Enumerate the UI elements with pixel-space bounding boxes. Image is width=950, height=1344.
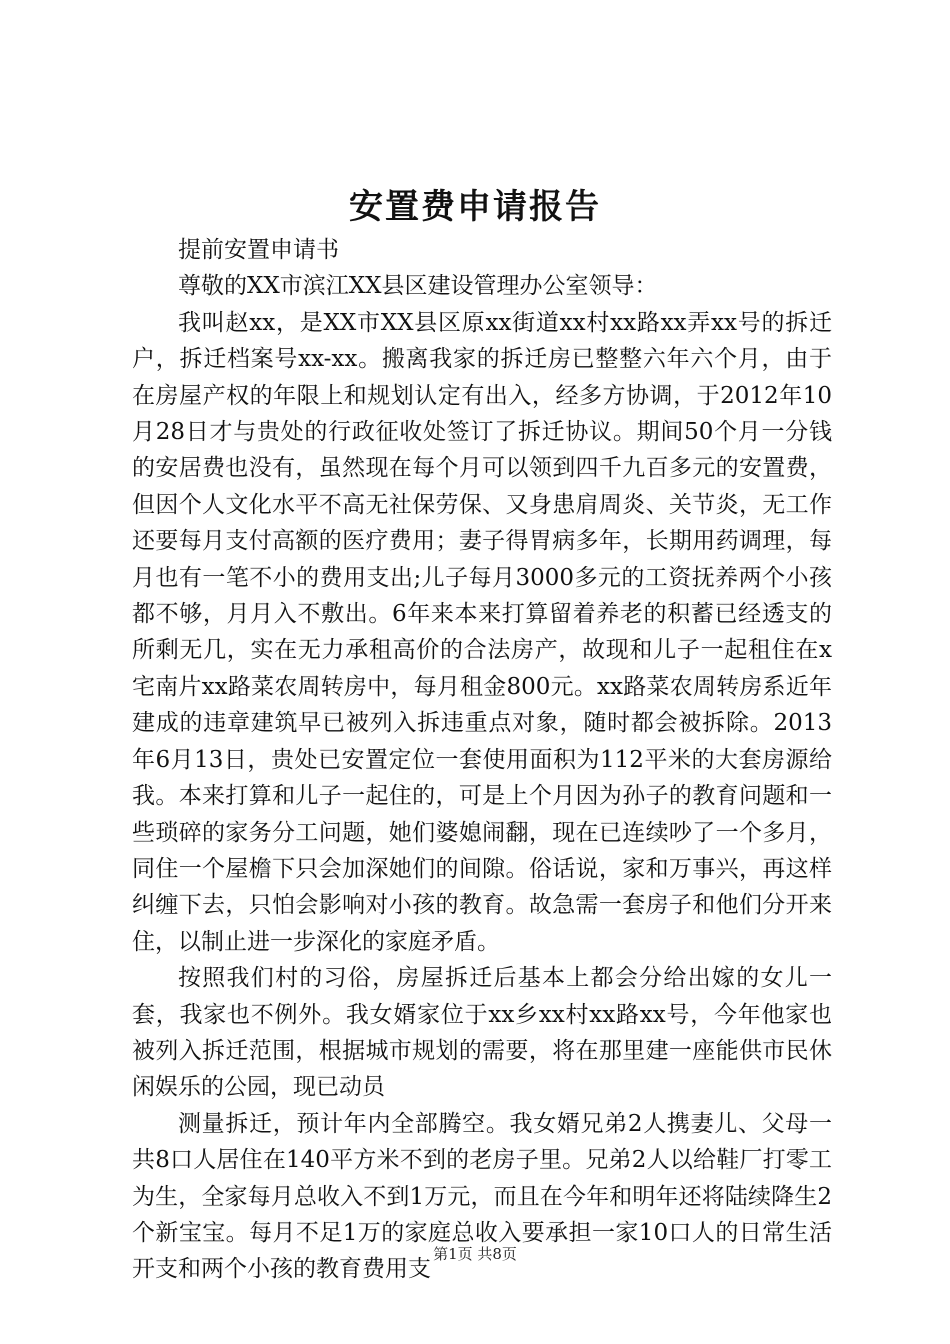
paragraph-heading: 提前安置申请书 (178, 237, 339, 263)
document-body (132, 232, 832, 1288)
paragraph-body-1: 我叫赵xx，是XX市XX县区原xx街道xx村xx路xx弄xx号的拆迁户，拆迁档案号xx-xx。搬离我家的拆迁房已整整六年六个月，由于在房屋产权的年限上和规划认定有出入，经多方协调，于2012年10月28日才与贵处的行政征收处签订了拆迁协议。期间50个月一分钱的安居费也没有，虽然现在每个月可以领到四千九百多元的安置费，但因个人文化水平不高无社保劳保、又身患肩周炎、关节炎，无工作还要每月支付高额的医疗费用；妻子得胃病多年，长期用药调理，每月也有一笔不小的费用支出;儿子每月3000多元的工资抚养两个小孩都不够，月月入不敷出。6年来本来打算留着养老的积蓄已经透支的所剩无几，实在无力承租高价的合法房产，故现和儿子一起租住在x宅南片xx路菜农周转房中，每月租金800元。xx路菜农周转房系近年建成的违章建筑早已被列入拆违重点对象，随时都会被拆除。2013年6月13日，贵处已安置定位一套使用面积为112平米的大套房源给我。本来打算和儿子一起住的，可是上个月因为孙子的教育问题和一些琐碎的家务分工问题，她们婆媳闹翻，现在已连续吵了一个多月，同住一个屋檐下只会加深她们的间隙。俗话说，家和万事兴，再这样纠缠下去，只怕会影响对小孩的教育。故急需一套房子和他们分开来住，以制止进一步深化的家庭矛盾。 (132, 309, 832, 955)
document-title: 安置费申请报告 (349, 187, 601, 227)
paragraph-body-2: 按照我们村的习俗，房屋拆迁后基本上都会分给出嫁的女儿一套，我家也不例外。我女婿家位于xx乡xx村xx路xx号，今年他家也被列入拆迁范围，根据城市规划的需要，将在那里建一座能供市民休闲娱乐的公园，现已动员 (132, 965, 832, 1101)
paragraph-salutation: 尊敬的XX市滨江XX县区建设管理办公室领导： (178, 273, 658, 300)
page-number-footer: 第1页 共8页 (433, 1245, 517, 1263)
paragraph-body-3: 测量拆迁，预计年内全部腾空。我女婿兄弟2人携妻儿、父母一共8口人居住在140平方米不到的老房子里。兄弟2人以给鞋厂打零工为生，全家每月总收入不到1万元，而且在今年和明年还将陆续降生2个新宝宝。每月不足1万的家庭总收入要承担一家10口人的日常生活开支和两个小孩的教育费用支 (132, 1110, 832, 1283)
